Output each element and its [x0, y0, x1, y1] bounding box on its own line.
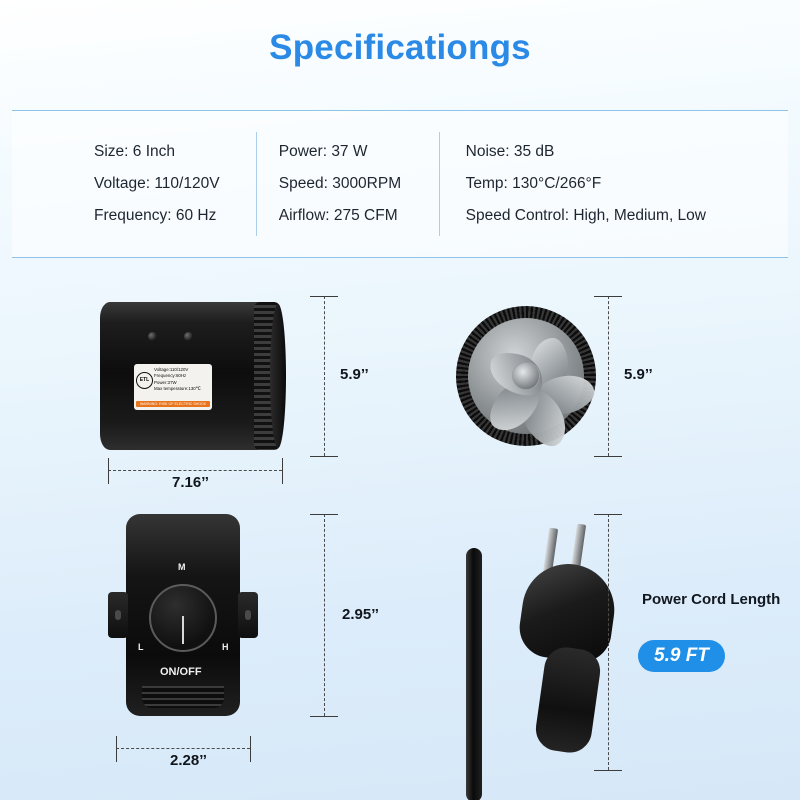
- fan-hub: [512, 362, 540, 390]
- mount-hole: [115, 610, 121, 620]
- spec-column-1: [72, 132, 256, 236]
- controller-width-tick-right: [250, 736, 251, 762]
- fan-blade-image: [456, 302, 596, 450]
- duct-end-cap: [270, 304, 286, 448]
- controller-mount-bracket-left: [108, 592, 128, 638]
- knob-label-high: H: [222, 642, 229, 652]
- duct-screw-icon: [148, 332, 157, 341]
- controller-height-dimension-line: [324, 514, 325, 716]
- power-cord-length-label: Power Cord Length: [642, 591, 781, 608]
- fan-height-dimension-line: [608, 296, 609, 456]
- spec-column-3: [440, 132, 728, 236]
- duct-width-tick-right: [282, 458, 283, 484]
- power-cord-image: [466, 548, 482, 800]
- nameplate-power: Power:37W: [154, 379, 177, 385]
- plug-area-tick-top: [594, 514, 622, 515]
- speed-knob[interactable]: [149, 584, 217, 652]
- duct-height-tick-top: [310, 296, 338, 297]
- duct-height-label: 5.9’’: [340, 366, 369, 383]
- controller-height-tick-top: [310, 514, 338, 515]
- fan-height-label: 5.9’’: [624, 366, 653, 383]
- controller-width-dimension-line: [116, 748, 250, 749]
- duct-width-dimension-line: [108, 470, 282, 471]
- duct-width-tick-left: [108, 458, 109, 484]
- power-plug-image: [508, 520, 638, 770]
- product-diagram-area: [0, 262, 800, 800]
- knob-indicator-line: [182, 616, 184, 644]
- nameplate-frequency: Frequency:60Hz: [154, 373, 187, 379]
- spec-temp: Temp: 130°C/266°F: [465, 175, 602, 192]
- spec-speed: Speed: 3000RPM: [278, 175, 402, 192]
- controller-mount-bracket-right: [238, 592, 258, 638]
- controller-height-label: 2.95’’: [342, 606, 379, 623]
- product-nameplate: [134, 364, 212, 410]
- etl-certification-icon: ETL: [136, 372, 153, 389]
- spec-power: Power: 37 W: [278, 143, 368, 160]
- nameplate-maxtemp: Max temperature:130℃: [154, 386, 201, 392]
- spec-airflow: Airflow: 275 CFM: [278, 207, 398, 224]
- knob-label-low: L: [138, 642, 144, 652]
- mount-hole: [245, 610, 251, 620]
- spec-frequency: Frequency: 60 Hz: [94, 207, 217, 224]
- nameplate-warning-bar: WARNING: RISK OF ELECTRIC SHOCK: [136, 401, 210, 407]
- knob-label-onoff: ON/OFF: [160, 666, 202, 678]
- speed-controller-image: [108, 514, 258, 716]
- power-cord-length-badge: 5.9 FT: [638, 640, 725, 672]
- controller-width-tick-left: [116, 736, 117, 762]
- spec-noise: Noise: 35 dB: [465, 143, 555, 160]
- fan-height-tick-bottom: [594, 456, 622, 457]
- controller-height-tick-bottom: [310, 716, 338, 717]
- plug-area-tick-bottom: [594, 770, 622, 771]
- specifications-panel: [12, 110, 788, 258]
- duct-fan-body-image: [100, 302, 280, 450]
- spec-column-2: [256, 132, 440, 236]
- spec-speed-control: Speed Control: High, Medium, Low: [465, 207, 706, 224]
- fan-height-tick-top: [594, 296, 622, 297]
- controller-vent-grille: [142, 686, 224, 708]
- plug-area-dimension-line: [608, 514, 609, 770]
- page-title: Specificationgs: [269, 28, 531, 67]
- duct-height-dimension-line: [324, 296, 325, 456]
- spec-size: Size: 6 Inch: [94, 143, 175, 160]
- plug-neck: [533, 645, 603, 756]
- knob-label-medium: M: [178, 562, 186, 572]
- nameplate-voltage: Voltage:110/120V: [154, 367, 189, 372]
- duct-screw-icon: [184, 332, 193, 341]
- spec-voltage: Voltage: 110/120V: [94, 175, 220, 192]
- controller-width-label: 2.28’’: [170, 752, 207, 769]
- duct-height-tick-bottom: [310, 456, 338, 457]
- duct-width-label: 7.16’’: [172, 474, 209, 491]
